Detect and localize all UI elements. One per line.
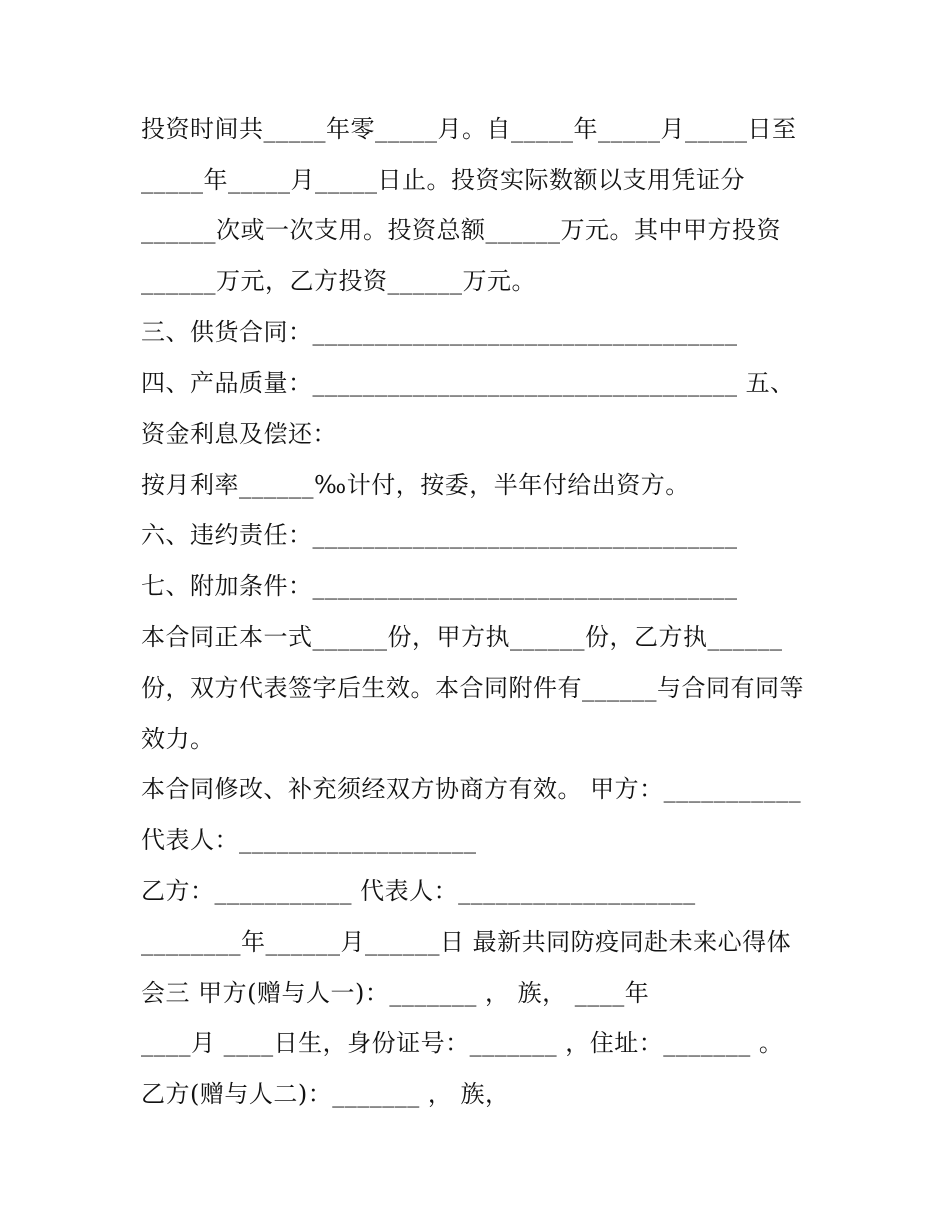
text-line: 代表人：___________________ [141,826,477,854]
text-line: 四、产品质量：__________________________________ 五、 [141,369,795,397]
text-line: 按月利率______‰计付，按委，半年付给出资方。 [141,471,690,499]
text-line: 份，双方代表签字后生效。本合同附件有______与合同有同等 [141,674,804,702]
text-line: 乙方(赠与人二)：_______ ， 族， [141,1080,510,1108]
text-line: 六、违约责任：__________________________________ [141,521,738,549]
text-line: 资金利息及偿还： [141,420,337,448]
text-line: 会三 甲方(赠与人一)：_______ ， 族， ____年 [141,979,650,1007]
text-line: ________年______月______日 最新共同防疫同赴未来心得体 [141,928,792,956]
text-line: 效力。 [141,725,215,753]
text-line: ______次或一次支用。投资总额______万元。其中甲方投资 [141,216,781,244]
text-line: 七、附加条件：__________________________________ [141,572,738,600]
text-line: 三、供货合同：__________________________________ [141,318,738,346]
text-line: ______万元，乙方投资______万元。 [141,267,536,295]
text-line: _____年_____月_____日止。投资实际数额以支用凭证分 [141,166,745,194]
text-line: 本合同修改、补充须经双方协商方有效。 甲方：___________ [141,775,802,803]
text-line: 乙方：___________ 代表人：___________________ [141,877,696,905]
text-line: ____月 ____日生，身份证号：_______ ，住址：_______ 。 [141,1029,784,1057]
text-line: 投资时间共_____年零_____月。自_____年_____月_____日至 [141,115,797,143]
text-line: 本合同正本一式______份，甲方执______份，乙方执______ [141,623,783,651]
